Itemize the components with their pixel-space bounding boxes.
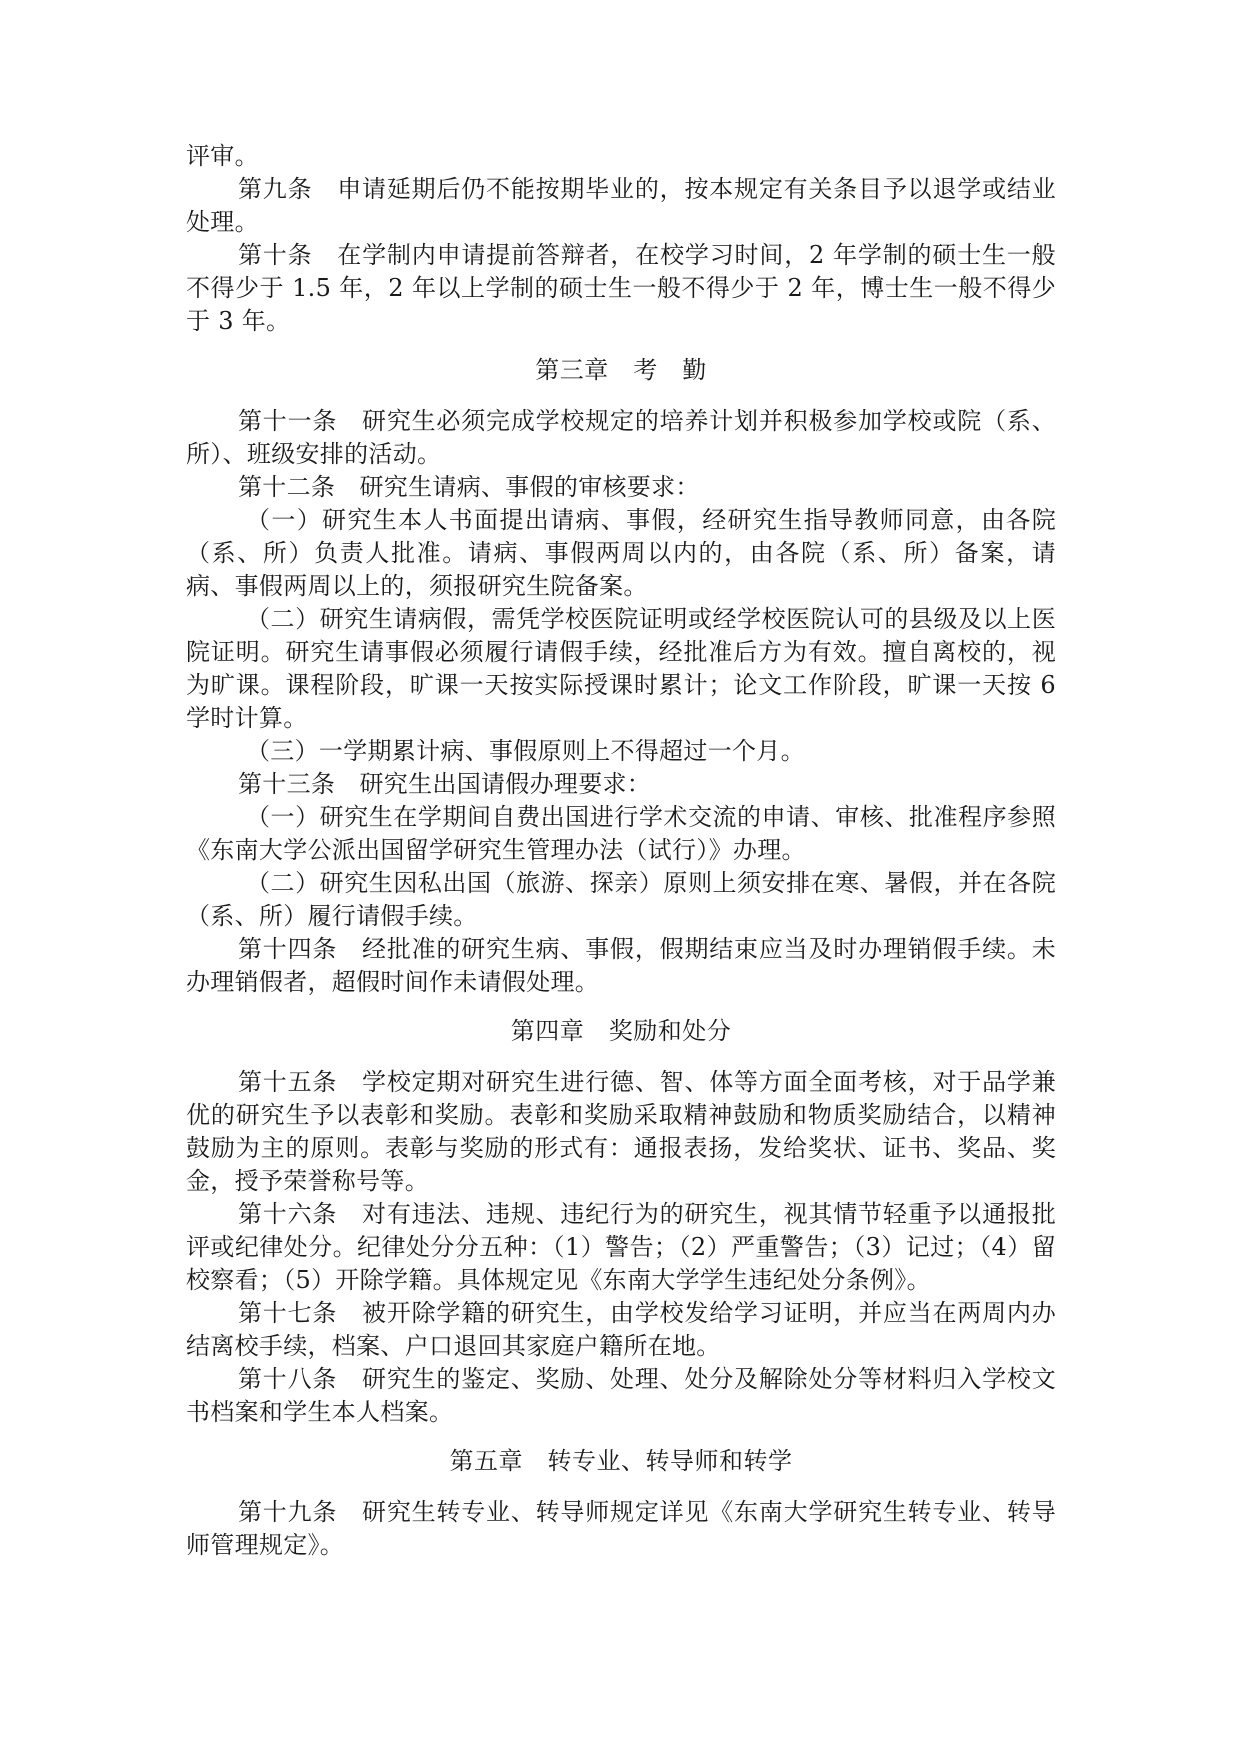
article-12-item-2: （二）研究生请病假，需凭学校医院证明或经学校医院认可的县级及以上医院证明。研究生请事假必须履行请假手续，经批准后方为有效。擅自离校的，视为旷课。课程阶段，旷课一天按实际授课时累计；论文工作阶段，旷课一天按 6 学时计算。 [186,605,1056,732]
paragraph-continuation: 评审。 [186,142,259,170]
chapter-4-title: 第四章 奖励和处分 [510,1017,732,1045]
article-17: 第十七条 被开除学籍的研究生，由学校发给学习证明，并应当在两周内办结离校手续，档案、户口退回其家庭户籍所在地。 [186,1299,1056,1360]
article-9: 第九条 申请延期后仍不能按期毕业的，按本规定有关条目予以退学或结业处理。 [186,175,1056,236]
chapter-3-title: 第三章 考 勤 [535,356,707,384]
article-13-item-2: （二）研究生因私出国（旅游、探亲）原则上须安排在寒、暑假，并在各院（系、所）履行请假手续。 [186,869,1056,930]
article-16: 第十六条 对有违法、违规、违纪行为的研究生，视其情节轻重予以通报批评或纪律处分。纪律处分分五种：（1）警告；（2）严重警告；（3）记过；（4）留校察看；（5）开除学籍。具体规定见《东南大学学生违纪处分条例》。 [186,1200,1056,1294]
article-19: 第十九条 研究生转专业、转导师规定详见《东南大学研究生转专业、转导师管理规定》。 [186,1498,1056,1559]
article-14: 第十四条 经批准的研究生病、事假，假期结束应当及时办理销假手续。未办理销假者，超假时间作未请假处理。 [186,935,1056,996]
article-12: 第十二条 研究生请病、事假的审核要求： [238,473,700,501]
article-10: 第十条 在学制内申请提前答辩者，在校学习时间，2 年学制的硕士生一般不得少于 1.5 年，2 年以上学制的硕士生一般不得少于 2 年，博士生一般不得少于 3 年。 [186,241,1056,335]
article-12-item-3: （三）一学期累计病、事假原则上不得超过一个月。 [246,737,805,765]
article-18: 第十八条 研究生的鉴定、奖励、处理、处分及解除处分等材料归入学校文书档案和学生本人档案。 [186,1365,1056,1426]
article-13-item-1: （一）研究生在学期间自费出国进行学术交流的申请、审核、批准程序参照《东南大学公派出国留学研究生管理办法（试行）》办理。 [186,803,1056,864]
article-13: 第十三条 研究生出国请假办理要求： [238,770,652,798]
article-12-item-1: （一）研究生本人书面提出请病、事假，经研究生指导教师同意，由各院（系、所）负责人批准。请病、事假两周以内的，由各院（系、所）备案，请病、事假两周以上的，须报研究生院备案。 [186,506,1056,600]
article-11: 第十一条 研究生必须完成学校规定的培养计划并积极参加学校或院（系、所）、班级安排的活动。 [186,407,1056,468]
document-page [186,140,1056,1562]
article-15: 第十五条 学校定期对研究生进行德、智、体等方面全面考核，对于品学兼优的研究生予以表彰和奖励。表彰和奖励采取精神鼓励和物质奖励结合，以精神鼓励为主的原则。表彰与奖励的形式有：通报表扬，发给奖状、证书、奖品、奖金，授予荣誉称号等。 [186,1068,1056,1195]
chapter-5-title: 第五章 转专业、转导师和转学 [449,1447,793,1475]
